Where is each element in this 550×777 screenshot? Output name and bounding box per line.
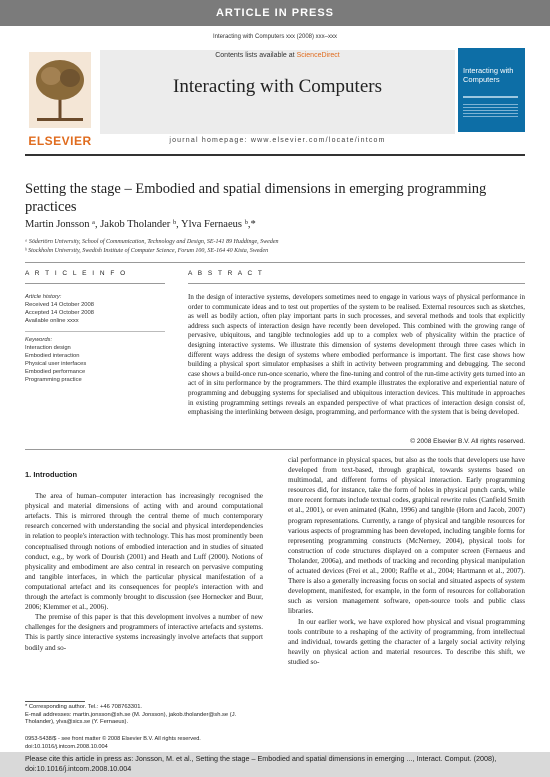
affiliation-a: ᵃ Södertörn University, School of Communication, Technology and Design, SE-141 89 Huddinge, Sweden <box>25 239 279 245</box>
keyword: Interaction design <box>25 345 71 351</box>
history-item: Received 14 October 2008 <box>25 302 94 308</box>
publication-meta <box>25 735 285 751</box>
contents-line <box>100 52 455 59</box>
journal-homepage[interactable]: journal homepage: www.elsevier.com/locate/intcom <box>169 137 386 144</box>
journal-header <box>25 48 525 152</box>
corresponding-author: * Corresponding author. Tel.: +46 708763301. <box>25 704 143 710</box>
history-heading: Article history: <box>25 294 62 300</box>
copyright: © 2008 Elsevier B.V. All rights reserved. <box>410 438 525 445</box>
divider <box>25 331 165 332</box>
cover-lines <box>463 104 518 118</box>
footnote-divider <box>25 701 85 702</box>
section-heading: 1. Introduction <box>25 470 78 479</box>
abstract-text: In the design of interactive systems, developers sometimes need to engage in various ways of physical performance in order to communicate ideas and to test out properties of the system to be realised. External resources such as sketches, as well as bodily action, often play important parts in such processes, and several methods and tools that explicitly address such aspects of interaction design have recently been developed. This combined with the growing range of pervasive, ubiquitous, and tangible technologies add up to a complex web of physicality within the practice of designing interactive systems. We illustrate this dimension of systems development through three cases which in different ways address the design of systems where embodied performance is important. The first case shows how building a physical sport simulator emphasises a shift in activity between programming and debugging. The second case shows a build-once run-once scenario, where the fine-tuning and control of the run-time activity gets turned into an act of in situ performance by the programmers. The third example illustrates the explorative and experiential nature of programming and debugging systems for specialised and ubiquitous interaction devices. This multitude in approaches in existing programming settings reveals an expanded perspective of what practices of interaction design consist of, emphasising the interlinking between design, programming, and performance with the system that is being developed. <box>188 293 525 417</box>
journal-reference: Interacting with Computers xxx (2008) xxx–xxx <box>212 34 338 40</box>
keyword: Embodied performance <box>25 369 86 375</box>
paragraph: cial performance in physical spaces, but also as the tools that developers use have developed from text-based, through graphical, towards systems based on multimodal, and different forms of physical interaction. Early programming resources did, for instance, take the form of holes in physical punch cards, while more recent formats include textual codes, graphical rewrite rules (Canfield Smith et al., 2001), or even animated (Kahn, 1996) and tangible (Horn and Jacob, 2007) program representations. Currently, a range of physical and tangible resources for various aspects of programming has been developed, including tangible forms for representing programming constructs (McNerney, 2004), physical tools for construction of code structures displayed on a computer screen (Fernaeus and Tholander, 2006a), and methods of tracking and recording physical manipulation of actuated devices (Frei et al., 2000; Raffle et al., 2004; Hartmann et al., 2007). There is also a generally increasing focus on social and situated aspects of system development, manifested, for example, in the form of resources for collaboration such as version management software, open-source tools and public class libraries. <box>288 456 525 616</box>
keywords-heading: Keywords: <box>25 337 53 343</box>
paragraph: In our earlier work, we have explored how physical and visual programming tools contribute to a reshaping of the activity of programming, from intellectual and individual, towards getting the character of a largely social activity relying heavily on physical action and material resources. To describe this shift, we studied so- <box>288 617 525 666</box>
affiliation-b: ᵇ Stockholm University, Swedish Institute of Computer Science, Forum 100, SE-164 40 Kista, Sweden <box>25 248 269 254</box>
elsevier-tree-logo-icon <box>25 48 95 132</box>
article-info-label: A R T I C L E I N F O <box>25 270 128 277</box>
contents-prefix: Contents lists available at <box>215 52 297 59</box>
abstract-label: A B S T R A C T <box>188 270 264 277</box>
keyword: Embodied interaction <box>25 353 80 359</box>
article-in-press-banner: ARTICLE IN PRESS <box>0 0 550 26</box>
article-info <box>25 293 165 384</box>
keyword: Physical user interfaces <box>25 361 87 367</box>
doi-line[interactable]: doi:10.1016/j.intcom.2008.10.004 <box>25 744 108 750</box>
author-list: Martin Jonsson ᵃ, Jakob Tholander ᵇ, Ylva Fernaeus ᵇ,* <box>25 219 256 230</box>
divider <box>25 283 165 284</box>
history-item: Available online xxxx <box>25 318 79 324</box>
sciencedirect-link[interactable]: ScienceDirect <box>296 52 340 59</box>
article-title: Setting the stage – Embodied and spatial dimensions in emerging programming practices <box>25 181 487 215</box>
body-column-right <box>288 455 525 667</box>
issn-line: 0953-5438/$ - see front matter © 2008 Elsevier B.V. All rights reserved. <box>25 736 201 742</box>
divider <box>25 262 525 263</box>
email-addresses[interactable]: E-mail addresses: martin.jonsson@sh.se (M. Jonsson), jakob.tholander@sh.se (J. Tholander), ylva@sics.se (Y. Fernaeus). <box>25 711 237 726</box>
body-column-left <box>25 470 263 653</box>
footnote <box>25 704 263 727</box>
header-divider <box>25 154 525 156</box>
keyword: Programming practice <box>25 377 82 383</box>
citation-text: Please cite this article in press as: Jonsson, M. et al., Setting the stage – Embodied and spatial dimensions in emerging ..., Interact. Comput. (2008), doi:10.1016/j.intcom.2008.10.004 <box>25 754 497 773</box>
publisher-name: ELSEVIER <box>28 134 92 148</box>
journal-cover-image <box>458 48 525 132</box>
journal-title: Interacting with Computers <box>173 76 382 97</box>
cover-title: Interacting with Computers <box>463 66 514 84</box>
divider <box>188 283 525 284</box>
paragraph: The area of human–computer interaction has increasingly recognised the physical and material dimensions of acting with and around computational artefacts. This is mirrored through the central theme of much contemporary research concerned with understanding the social and physical interdependencies in relation to people's interaction with technology. This has most prominently been conceptualised through notions of embodied interaction and in studies of situated conduct, e.g., by work of Dourish (2001) and Heath and Luff (2000). Notions of physicality and embodiment are also central in research on pervasive computing and tangible interfaces, in which the particular physical manifestation of a computational artefact and its consequences for people's interaction with and through the artefact is commonly brought to discussion (see Hornecker and Buur, 2006; Klemmer et al., 2006). <box>25 492 263 612</box>
cover-bar <box>463 96 518 98</box>
divider <box>25 449 525 450</box>
history-item: Accepted 14 October 2008 <box>25 310 94 316</box>
paragraph: The premise of this paper is that this development involves a number of new challenges for the designers and programmers of interactive artefacts and systems. This is partly since interactive systems increasingly involve artefacts that support bodily and so- <box>25 613 263 652</box>
